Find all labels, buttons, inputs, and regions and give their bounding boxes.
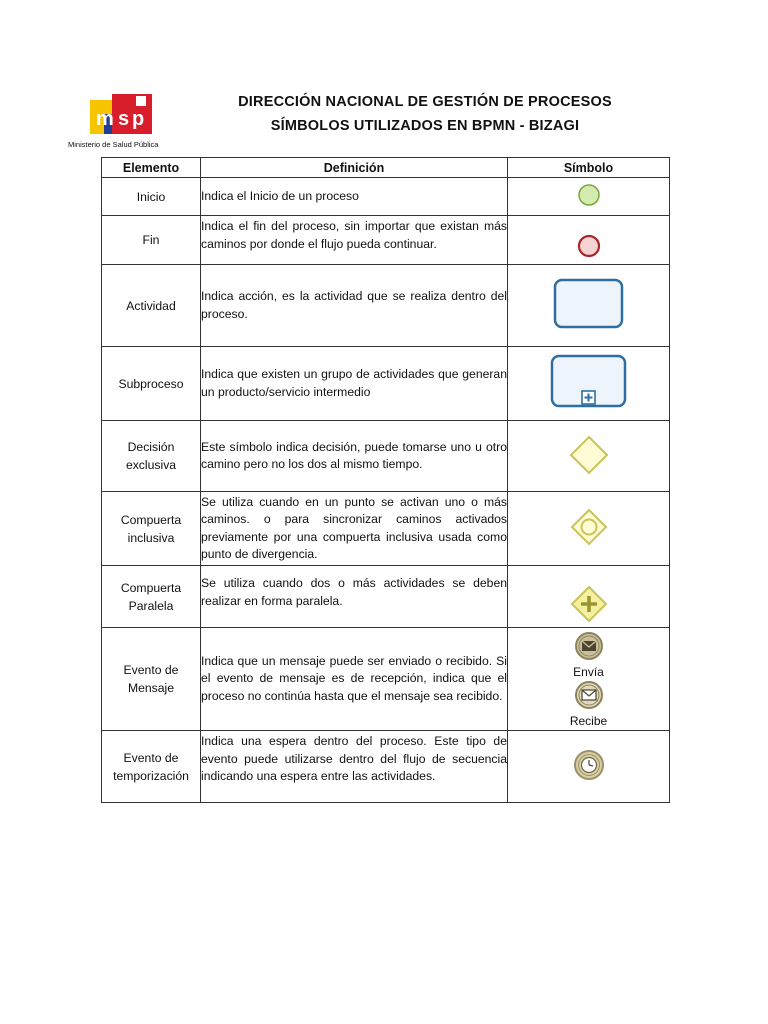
symbol-cell (508, 628, 670, 731)
definition-cell: Se utiliza cuando dos o más actividades se deben realizar en forma paralela. (201, 566, 508, 628)
definition-cell: Indica el fin del proceso, sin importar que existan más caminos por donde el flujo pueda continuar. (201, 216, 508, 265)
document-subtitle: SÍMBOLOS UTILIZADOS EN BPMN - BIZAGI (270, 118, 580, 134)
svg-text:s: s (118, 108, 130, 130)
message-send-label: Envía (573, 665, 604, 679)
table-row (102, 566, 670, 628)
task-icon (553, 278, 625, 330)
message-send-icon (572, 630, 606, 662)
definition-cell: Este símbolo indica decisión, puede tomarse uno u otro camino pero no los dos al mismo tiempo. (201, 421, 508, 492)
subprocess-icon (549, 353, 629, 411)
table-row (102, 265, 670, 347)
element-cell: Actividad (102, 265, 201, 347)
table-row (102, 492, 670, 566)
table-header-row (102, 158, 670, 178)
msp-logo (68, 94, 180, 154)
message-receive-icon (572, 679, 606, 711)
bpmn-symbols-table (101, 157, 670, 803)
exclusive-gateway-icon (568, 434, 610, 476)
column-header-definition: Definición (201, 158, 508, 178)
element-cell: Decisión exclusiva (102, 421, 201, 492)
element-cell: Inicio (102, 178, 201, 216)
definition-cell: Indica acción, es la actividad que se realiza dentro del proceso. (201, 265, 508, 347)
svg-text:m: m (96, 108, 114, 130)
symbol-cell (508, 347, 670, 421)
table-row (102, 731, 670, 803)
table-row (102, 216, 670, 265)
definition-cell: Indica una espera dentro del proceso. Este tipo de evento puede utilizarse dentro del flujo de secuencia indicando una espera entre las actividades. (201, 731, 508, 803)
symbol-cell (508, 731, 670, 803)
document-title: DIRECCIÓN NACIONAL DE GESTIÓN DE PROCESOS (238, 94, 612, 110)
element-cell: Evento de temporización (102, 731, 201, 803)
logo-caption: Ministerio de Salud Pública (68, 140, 159, 149)
definition-cell: Indica que existen un grupo de actividades que generan un producto/servicio intermedio (201, 347, 508, 421)
symbol-cell (508, 265, 670, 347)
element-cell: Subproceso (102, 347, 201, 421)
element-cell: Evento de Mensaje (102, 628, 201, 731)
end-event-icon (574, 231, 604, 261)
inclusive-gateway-icon (569, 507, 609, 547)
table-row (102, 421, 670, 492)
element-cell: Fin (102, 216, 201, 265)
column-header-symbol: Símbolo (508, 158, 670, 178)
definition-cell: Indica que un mensaje puede ser enviado o recibido. Si el evento de mensaje es de recepción, indica que el proceso no continúa hasta que el mensaje sea recibido. (201, 628, 508, 731)
table-row (102, 628, 670, 731)
timer-event-icon (572, 748, 606, 782)
parallel-gateway-icon (569, 584, 609, 624)
symbol-cell (508, 421, 670, 492)
table-row (102, 347, 670, 421)
table-row (102, 178, 670, 216)
symbol-cell (508, 178, 670, 216)
definition-cell: Indica el Inicio de un proceso (201, 178, 508, 216)
element-cell: Compuerta Paralela (102, 566, 201, 628)
svg-text:p: p (132, 108, 145, 130)
symbol-cell (508, 566, 670, 628)
column-header-element: Elemento (102, 158, 201, 178)
symbol-cell (508, 492, 670, 566)
definition-cell: Se utiliza cuando en un punto se activan uno o más caminos. o para sincronizar caminos activados previamente por una compuerta inclusiva usada como punto de divergencia. (201, 492, 508, 566)
msp-logo-icon (90, 94, 154, 138)
element-cell: Compuerta inclusiva (102, 492, 201, 566)
message-receive-label: Recibe (569, 714, 608, 728)
start-event-icon (574, 180, 604, 210)
symbol-cell (508, 216, 670, 265)
